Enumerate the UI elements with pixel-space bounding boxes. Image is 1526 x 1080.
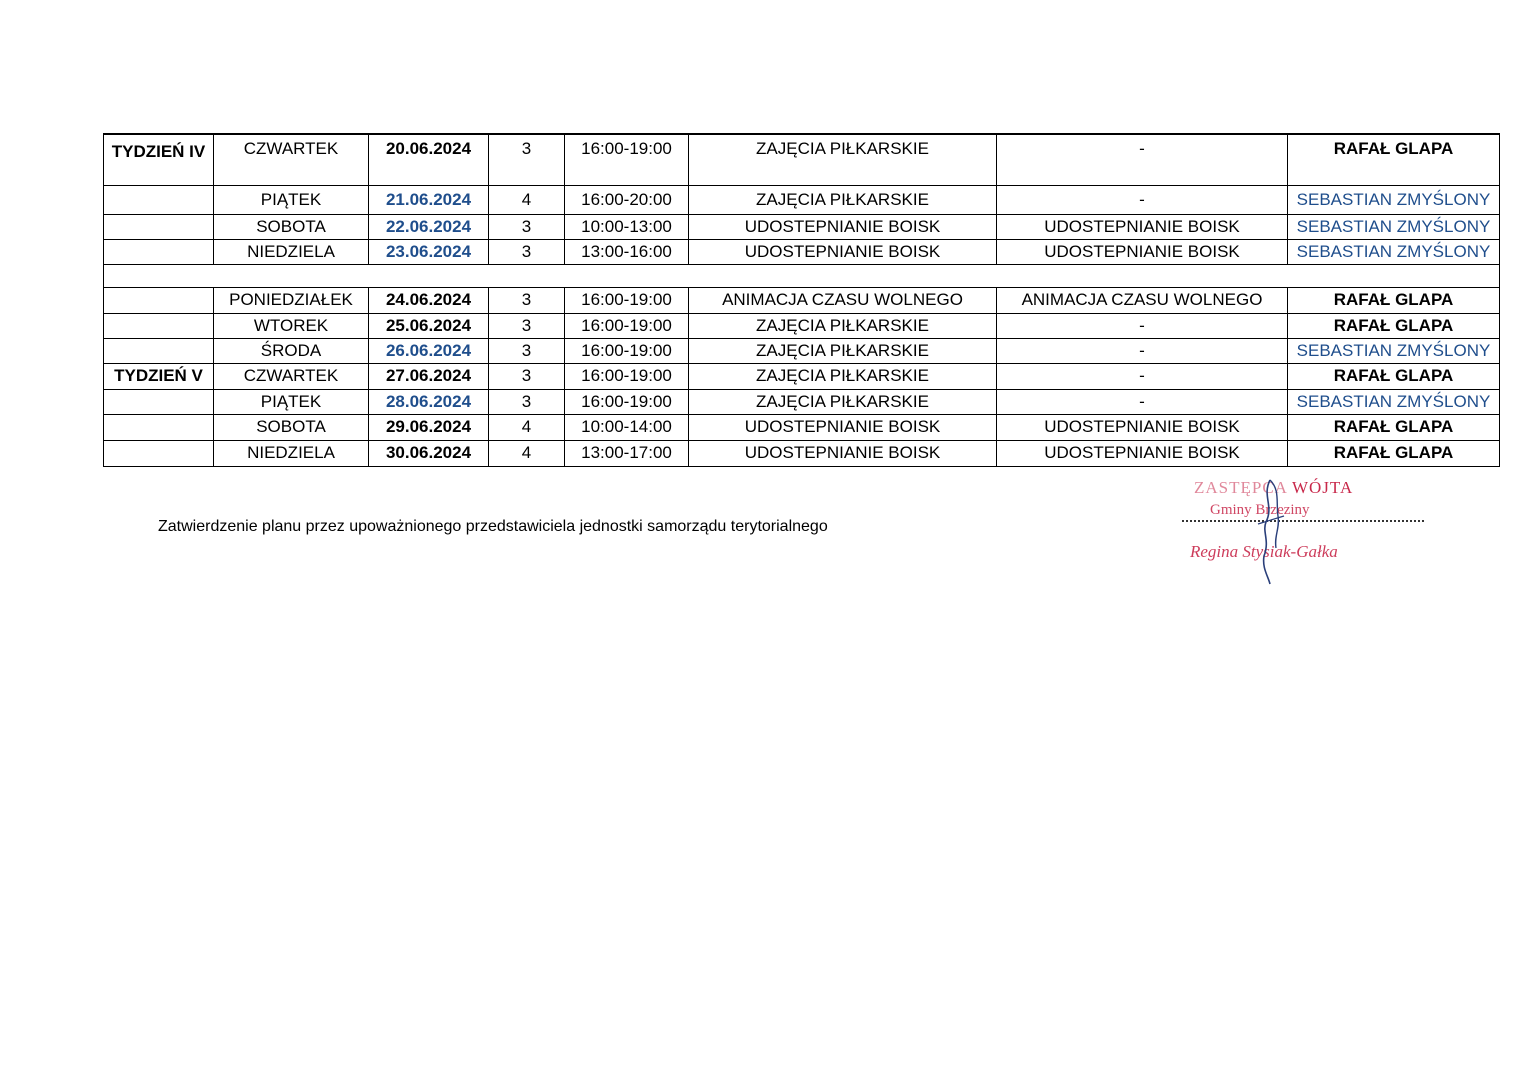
date-cell: 20.06.2024 [369,134,489,185]
table-row [104,440,1500,466]
time-cell: 16:00-19:00 [565,287,689,313]
table-row [104,214,1500,239]
activity-cell: ZAJĘCIA PIŁKARSKIE [689,313,997,338]
table-row [104,239,1500,264]
hours-cell: 4 [489,185,565,214]
person-cell: SEBASTIAN ZMYŚLONY [1288,389,1500,414]
day-cell: WTOREK [214,313,369,338]
person-cell: RAFAŁ GLAPA [1288,414,1500,440]
week-cell [104,313,214,338]
approval-text: Zatwierdzenie planu przez upoważnionego przedstawiciela jednostki samorządu terytorialnego [158,518,828,535]
day-cell: SOBOTA [214,214,369,239]
hours-cell: 3 [489,338,565,363]
day-cell: SOBOTA [214,414,369,440]
activity-cell: UDOSTEPNIANIE BOISK [689,214,997,239]
schedule-table [103,133,1500,467]
activity-cell: UDOSTEPNIANIE BOISK [689,440,997,466]
day-cell: ŚRODA [214,338,369,363]
date-cell: 21.06.2024 [369,185,489,214]
hours-cell: 3 [489,363,565,389]
date-cell: 27.06.2024 [369,363,489,389]
activity-cell: ZAJĘCIA PIŁKARSKIE [689,363,997,389]
table-row [104,134,1500,185]
hours-cell: 3 [489,287,565,313]
official-stamp [1180,476,1440,586]
table-row [104,338,1500,363]
week-cell [104,389,214,414]
table-row [104,287,1500,313]
activity-cell: ZAJĘCIA PIŁKARSKIE [689,338,997,363]
table-row [104,185,1500,214]
hours-cell: 3 [489,313,565,338]
table-row [104,414,1500,440]
activity2-cell: ANIMACJA CZASU WOLNEGO [997,287,1288,313]
day-cell: PIĄTEK [214,185,369,214]
day-cell: NIEDZIELA [214,239,369,264]
date-cell: 23.06.2024 [369,239,489,264]
week-label-v: TYDZIEŃ V [104,363,214,389]
date-cell: 29.06.2024 [369,414,489,440]
activity-cell: ZAJĘCIA PIŁKARSKIE [689,185,997,214]
week-cell [104,185,214,214]
day-cell: CZWARTEK [214,363,369,389]
week-separator-row [104,264,1500,287]
person-cell: RAFAŁ GLAPA [1288,363,1500,389]
table-row [104,363,1500,389]
activity-cell: UDOSTEPNIANIE BOISK [689,414,997,440]
date-cell: 28.06.2024 [369,389,489,414]
person-cell: RAFAŁ GLAPA [1288,287,1500,313]
week-cell [104,239,214,264]
activity2-cell: UDOSTEPNIANIE BOISK [997,414,1288,440]
person-cell: SEBASTIAN ZMYŚLONY [1288,214,1500,239]
activity2-cell: - [997,389,1288,414]
day-cell: NIEDZIELA [214,440,369,466]
date-cell: 25.06.2024 [369,313,489,338]
time-cell: 16:00-20:00 [565,185,689,214]
activity2-cell: - [997,134,1288,185]
stamp-municipality: Gminy Brzeziny [1210,502,1310,518]
person-cell: SEBASTIAN ZMYŚLONY [1288,338,1500,363]
activity2-cell: - [997,338,1288,363]
hours-cell: 3 [489,389,565,414]
time-cell: 13:00-17:00 [565,440,689,466]
week-cell [104,287,214,313]
week-cell [104,214,214,239]
stamp-office-faded: ZASTĘPCA [1194,478,1288,497]
hours-cell: 3 [489,134,565,185]
time-cell: 16:00-19:00 [565,389,689,414]
activity2-cell: - [997,185,1288,214]
time-cell: 16:00-19:00 [565,338,689,363]
time-cell: 10:00-13:00 [565,214,689,239]
table-row [104,313,1500,338]
activity2-cell: UDOSTEPNIANIE BOISK [997,440,1288,466]
stamp-office: WÓJTA [1291,478,1354,497]
time-cell: 16:00-19:00 [565,363,689,389]
person-cell: RAFAŁ GLAPA [1288,440,1500,466]
time-cell: 16:00-19:00 [565,134,689,185]
stamp-name: Regina Stysiak-Gałka [1190,542,1338,561]
date-cell: 22.06.2024 [369,214,489,239]
activity2-cell: UDOSTEPNIANIE BOISK [997,239,1288,264]
person-cell: RAFAŁ GLAPA [1288,313,1500,338]
activity2-cell: UDOSTEPNIANIE BOISK [997,214,1288,239]
date-cell: 24.06.2024 [369,287,489,313]
hours-cell: 3 [489,214,565,239]
person-cell: SEBASTIAN ZMYŚLONY [1288,239,1500,264]
week-cell [104,440,214,466]
person-cell: SEBASTIAN ZMYŚLONY [1288,185,1500,214]
activity-cell: ANIMACJA CZASU WOLNEGO [689,287,997,313]
activity2-cell: - [997,363,1288,389]
handwritten-signature [1240,476,1300,586]
signature-line [1182,520,1424,522]
day-cell: PIĄTEK [214,389,369,414]
activity2-cell: - [997,313,1288,338]
activity-cell: ZAJĘCIA PIŁKARSKIE [689,389,997,414]
activity-cell: UDOSTEPNIANIE BOISK [689,239,997,264]
week-separator [104,264,1500,287]
date-cell: 26.06.2024 [369,338,489,363]
person-cell: RAFAŁ GLAPA [1288,134,1500,185]
hours-cell: 3 [489,239,565,264]
week-cell [104,338,214,363]
date-cell: 30.06.2024 [369,440,489,466]
table-row [104,389,1500,414]
week-label-iv: TYDZIEŃ IV [104,134,214,185]
week-cell [104,414,214,440]
time-cell: 16:00-19:00 [565,313,689,338]
activity-cell: ZAJĘCIA PIŁKARSKIE [689,134,997,185]
day-cell: CZWARTEK [214,134,369,185]
hours-cell: 4 [489,440,565,466]
time-cell: 13:00-16:00 [565,239,689,264]
time-cell: 10:00-14:00 [565,414,689,440]
day-cell: PONIEDZIAŁEK [214,287,369,313]
hours-cell: 4 [489,414,565,440]
